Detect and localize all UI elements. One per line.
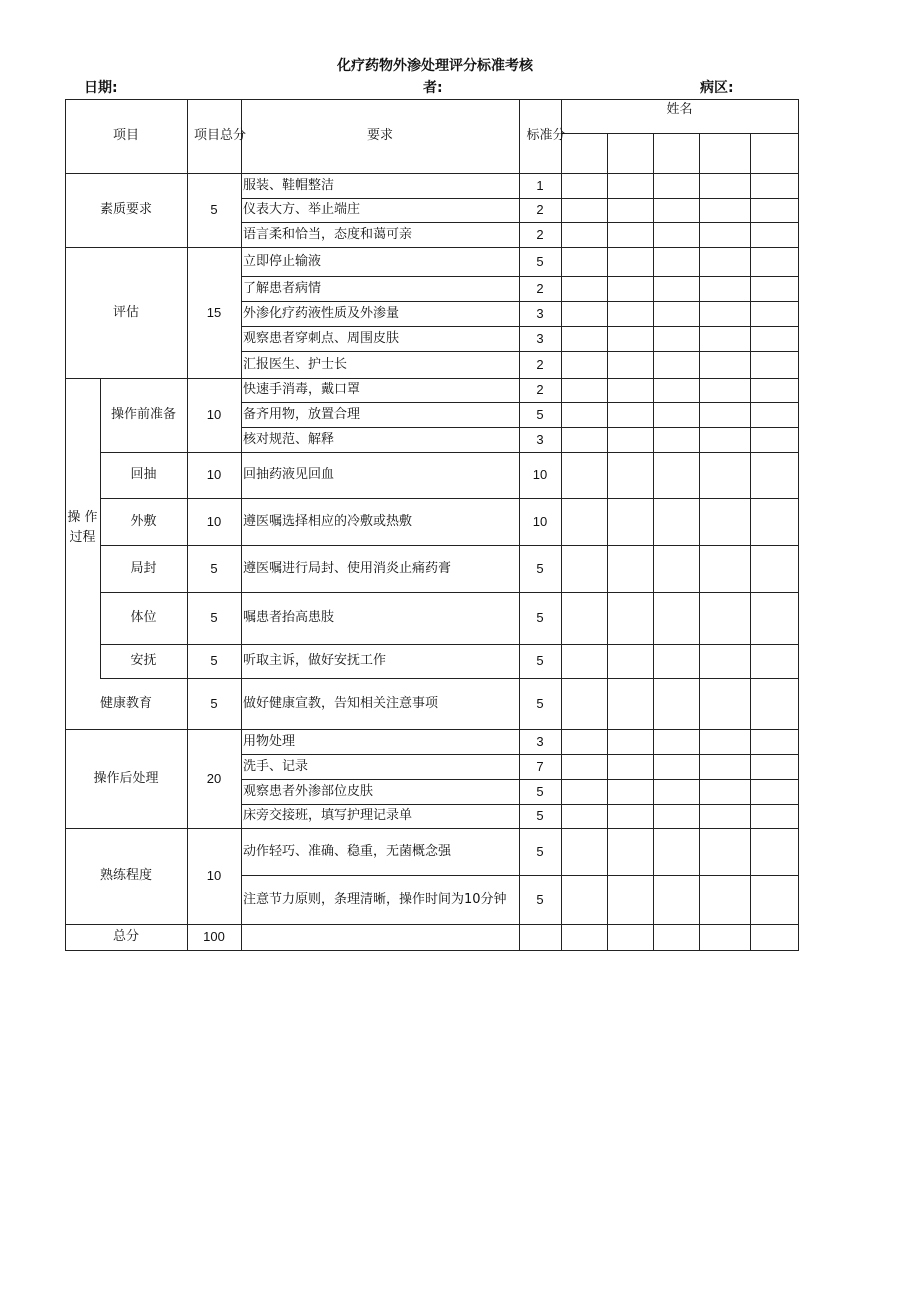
table-border — [750, 729, 751, 755]
table-border — [699, 276, 700, 302]
examiner-label: 者: — [423, 80, 443, 96]
requirement-cell: 备齐用物，放置合理 — [243, 406, 361, 422]
table-border — [561, 402, 562, 428]
sub-item-cell: 外敷 — [130, 513, 157, 529]
item-total-cell: 5 — [210, 560, 218, 576]
table-border — [561, 301, 562, 327]
table-border — [561, 545, 562, 593]
standard-score-cell: 5 — [536, 253, 544, 269]
item-total-cell: 20 — [206, 770, 222, 786]
item-category-cell: 熟练程度 — [99, 868, 152, 883]
table-border — [653, 828, 654, 876]
table-border — [750, 276, 751, 302]
table-border — [561, 427, 562, 453]
table-border — [750, 198, 751, 223]
item-total-cell: 15 — [206, 304, 222, 320]
standard-score-cell: 5 — [536, 610, 544, 625]
requirement-cell: 用物处理 — [243, 733, 296, 749]
table-border — [653, 378, 654, 403]
table-border — [699, 452, 700, 499]
table-border — [607, 378, 608, 403]
table-border — [750, 644, 751, 679]
table-border — [561, 378, 562, 403]
table-border — [699, 427, 700, 453]
table-border — [607, 198, 608, 223]
item-total-cell: 10 — [206, 513, 222, 529]
requirement-cell: 听取主诉，做好安抚工作 — [243, 653, 387, 668]
table-border — [607, 402, 608, 428]
table-border — [607, 351, 608, 379]
table-border — [607, 427, 608, 453]
table-border — [561, 804, 562, 829]
standard-score-cell: 3 — [536, 305, 544, 321]
requirement-cell: 遵医嘱进行局封、使用消炎止痛药膏 — [243, 560, 452, 576]
table-border — [607, 173, 608, 199]
requirement-cell: 观察患者穿刺点、周围皮肤 — [243, 330, 400, 346]
table-border — [561, 276, 562, 302]
table-border — [699, 754, 700, 780]
requirement-cell: 仪表大方、举止端庄 — [243, 202, 361, 217]
table-border — [561, 222, 562, 248]
table-border — [607, 276, 608, 302]
requirement-cell: 动作轻巧、准确、稳重，无菌概念强 — [243, 843, 452, 859]
item-total-cell: 10 — [206, 868, 222, 883]
table-border — [750, 402, 751, 428]
table-border — [561, 754, 562, 780]
table-border — [699, 678, 700, 730]
table-border — [607, 754, 608, 780]
table-border — [653, 779, 654, 805]
standard-score-cell: 10 — [532, 467, 548, 482]
table-border — [750, 222, 751, 248]
table-border — [653, 351, 654, 379]
requirement-cell: 床旁交接班，填写护理记录单 — [243, 808, 413, 823]
table-border — [750, 351, 751, 379]
requirement-cell: 回抽药液见回血 — [243, 467, 335, 482]
table-border — [750, 247, 751, 277]
requirement-cell: 语言柔和恰当，态度和蔼可亲 — [243, 226, 413, 242]
table-border — [607, 326, 608, 352]
table-border — [699, 173, 700, 199]
table-border — [750, 924, 751, 951]
item-category-cell: 评估 — [112, 304, 139, 320]
table-border — [653, 545, 654, 593]
table-border — [607, 644, 608, 679]
sub-item-cell: 操作前准备 — [110, 407, 176, 422]
standard-score-cell: 10 — [532, 513, 548, 529]
item-total-cell: 5 — [210, 695, 218, 711]
table-border — [653, 173, 654, 199]
table-border — [561, 828, 562, 876]
standard-score-cell: 2 — [536, 226, 544, 242]
table-border — [653, 729, 654, 755]
requirement-cell: 注意节力原则，条理清晰，操作时间为10分钟 — [243, 891, 507, 907]
table-border — [607, 247, 608, 277]
table-border — [750, 779, 751, 805]
table-border — [699, 378, 700, 403]
table-border — [561, 452, 562, 499]
table-border — [561, 351, 562, 379]
item-total-cell: 5 — [210, 653, 218, 668]
requirement-cell: 立即停止输液 — [243, 253, 322, 269]
table-border — [607, 804, 608, 829]
table-border — [607, 222, 608, 248]
table-border — [607, 828, 608, 876]
table-border — [607, 498, 608, 546]
item-total-cell: 5 — [210, 610, 218, 625]
date-label: 日期: — [84, 80, 118, 96]
column-header-standard: 标准分 — [526, 128, 566, 143]
table-border — [699, 779, 700, 805]
table-border — [519, 924, 520, 951]
table-border — [653, 198, 654, 223]
sub-item-cell: 安抚 — [130, 653, 157, 668]
table-border — [653, 326, 654, 352]
table-border — [607, 678, 608, 730]
table-border — [561, 779, 562, 805]
table-border — [653, 301, 654, 327]
sub-item-cell: 体位 — [130, 610, 157, 625]
table-border — [653, 133, 654, 174]
table-border — [65, 950, 798, 951]
table-border — [750, 592, 751, 645]
table-border — [750, 828, 751, 876]
operation-process-label: 操 作 过程 — [67, 510, 98, 545]
table-border — [699, 247, 700, 277]
table-border — [561, 198, 562, 223]
table-border — [653, 222, 654, 248]
standard-score-cell: 1 — [536, 177, 544, 193]
table-border — [607, 924, 608, 951]
total-label: 总分 — [112, 929, 139, 944]
table-border — [699, 133, 700, 174]
requirement-cell: 了解患者病情 — [243, 280, 322, 296]
column-header-item-total: 项目总分 — [193, 128, 246, 143]
item-category-cell: 操作后处理 — [93, 770, 159, 786]
item-total-cell: 10 — [206, 407, 222, 422]
table-border — [750, 875, 751, 925]
table-border — [653, 402, 654, 428]
table-border — [607, 301, 608, 327]
table-border — [653, 924, 654, 951]
table-border — [561, 592, 562, 645]
table-border — [653, 644, 654, 679]
sub-item-cell: 回抽 — [130, 467, 157, 482]
table-border — [653, 678, 654, 730]
standard-score-cell: 5 — [536, 406, 544, 422]
table-border — [699, 351, 700, 379]
column-header-requirement: 要求 — [366, 128, 393, 143]
table-border — [750, 545, 751, 593]
table-border — [653, 498, 654, 546]
table-border — [561, 498, 562, 546]
table-border — [750, 498, 751, 546]
table-border — [561, 133, 798, 134]
table-border — [653, 452, 654, 499]
table-border — [798, 99, 799, 951]
requirement-cell: 核对规范、解释 — [243, 431, 335, 447]
table-border — [561, 644, 562, 679]
table-border — [653, 592, 654, 645]
table-border — [750, 301, 751, 327]
table-border — [699, 828, 700, 876]
item-total-cell: 10 — [206, 467, 222, 482]
standard-score-cell: 5 — [536, 783, 544, 799]
table-border — [607, 592, 608, 645]
table-border — [607, 875, 608, 925]
table-border — [561, 326, 562, 352]
table-border — [750, 804, 751, 829]
item-category-cell: 健康教育 — [99, 695, 152, 711]
item-category-cell: 素质要求 — [99, 202, 152, 217]
requirement-cell: 服装、鞋帽整洁 — [243, 177, 335, 193]
table-border — [699, 326, 700, 352]
standard-score-cell: 2 — [536, 280, 544, 296]
standard-score-cell: 3 — [536, 733, 544, 749]
table-border — [561, 678, 562, 730]
table-border — [607, 545, 608, 593]
total-value: 100 — [203, 929, 225, 944]
table-border — [699, 924, 700, 951]
standard-score-cell: 2 — [536, 202, 544, 217]
table-border — [699, 402, 700, 428]
table-border — [561, 247, 562, 277]
requirement-cell: 遵医嘱选择相应的冷敷或热敷 — [243, 513, 413, 529]
table-border — [561, 924, 562, 951]
requirement-cell: 汇报医生、护士长 — [243, 356, 348, 372]
sub-item-cell: 局封 — [130, 560, 157, 576]
table-border — [750, 378, 751, 403]
column-header-name: 姓名 — [666, 102, 693, 117]
table-border — [750, 427, 751, 453]
table-border — [699, 545, 700, 593]
standard-score-cell: 5 — [536, 891, 544, 907]
table-border — [653, 754, 654, 780]
table-border — [750, 133, 751, 174]
page-title: 化疗药物外渗处理评分标准考核 — [337, 58, 533, 74]
table-border — [699, 498, 700, 546]
requirement-cell: 观察患者外渗部位皮肤 — [243, 783, 374, 799]
requirement-cell: 嘱患者抬高患肢 — [243, 610, 335, 625]
requirement-cell: 外渗化疗药液性质及外渗量 — [243, 305, 400, 321]
standard-score-cell: 5 — [536, 653, 544, 668]
standard-score-cell: 5 — [536, 560, 544, 576]
standard-score-cell: 7 — [536, 758, 544, 774]
table-border — [750, 452, 751, 499]
standard-score-cell: 5 — [536, 695, 544, 711]
standard-score-cell: 5 — [536, 843, 544, 859]
table-border — [750, 754, 751, 780]
table-border — [653, 276, 654, 302]
table-border — [699, 301, 700, 327]
table-border — [607, 452, 608, 499]
table-border — [653, 427, 654, 453]
table-border — [241, 924, 242, 951]
table-border — [607, 133, 608, 174]
table-border — [699, 198, 700, 223]
requirement-cell: 做好健康宣教，告知相关注意事项 — [243, 695, 439, 711]
table-border — [561, 173, 562, 199]
table-border — [653, 804, 654, 829]
standard-score-cell: 5 — [536, 808, 544, 823]
standard-score-cell: 3 — [536, 330, 544, 346]
requirement-cell: 快速手消毒，戴口罩 — [243, 382, 361, 397]
item-total-cell: 5 — [210, 202, 218, 217]
table-border — [699, 804, 700, 829]
column-header-item: 项目 — [112, 128, 139, 143]
table-border — [699, 592, 700, 645]
table-border — [607, 779, 608, 805]
ward-label: 病区: — [700, 80, 734, 96]
standard-score-cell: 2 — [536, 382, 544, 397]
table-border — [561, 729, 562, 755]
table-border — [699, 644, 700, 679]
table-border — [750, 326, 751, 352]
table-border — [653, 875, 654, 925]
table-border — [750, 173, 751, 199]
table-border — [699, 729, 700, 755]
table-border — [699, 875, 700, 925]
requirement-cell: 洗手、记录 — [243, 758, 309, 774]
table-border — [699, 222, 700, 248]
table-border — [561, 875, 562, 925]
standard-score-cell: 3 — [536, 431, 544, 447]
standard-score-cell: 2 — [536, 356, 544, 372]
table-border — [607, 729, 608, 755]
table-border — [653, 247, 654, 277]
table-border — [750, 678, 751, 730]
